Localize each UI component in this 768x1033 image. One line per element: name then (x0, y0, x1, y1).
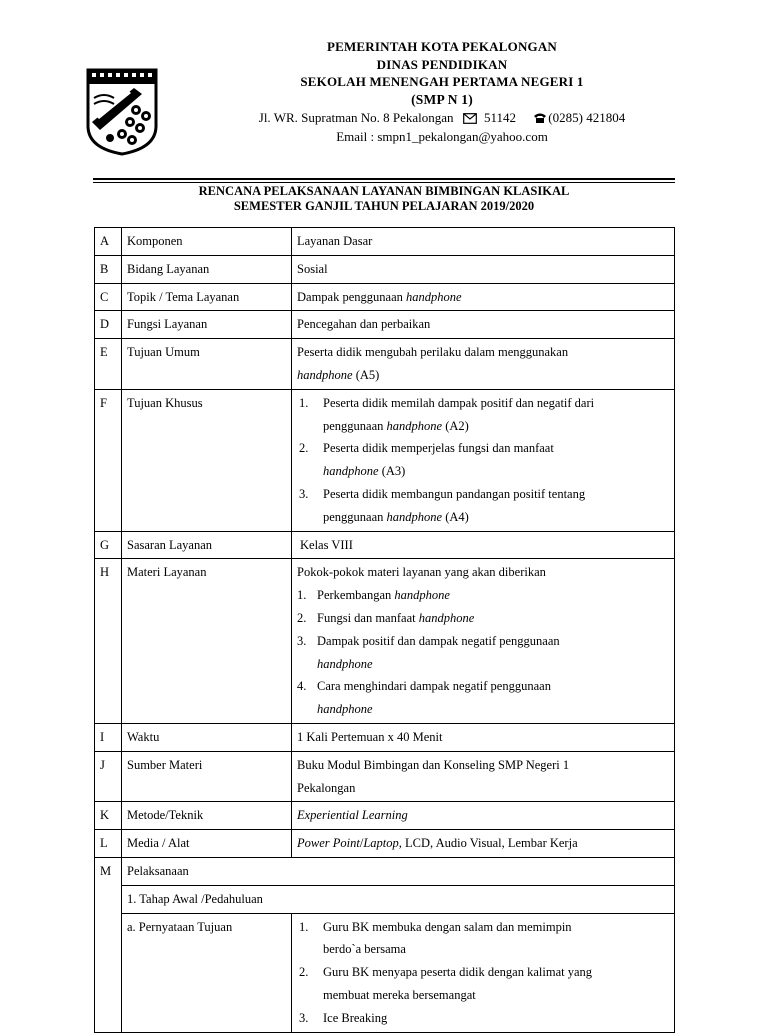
list-item: 2. Peserta didik memperjelas fungsi dan manfaat handphone (A3) (299, 441, 554, 479)
table-row (95, 339, 675, 390)
row-label: Fungsi Layanan (122, 311, 292, 339)
list-item: 1. Perkembangan handphone (297, 588, 450, 603)
row-value: Layanan Dasar (292, 228, 675, 256)
header-school-abbr: (SMP N 1) (411, 91, 473, 107)
list-item: 2. Fungsi dan manfaat handphone (297, 610, 475, 625)
header-government: PEMERINTAH KOTA PEKALONGAN (326, 39, 558, 54)
value-italic: handphone (406, 289, 462, 304)
header-rule-thick (93, 178, 675, 180)
row-label: Tujuan Khusus (122, 389, 292, 531)
row-letter: G (95, 531, 122, 559)
list-item: 1. Guru BK membuka dengan salam dan memimpin berdo`a bersama (299, 919, 572, 957)
row-label: Media / Alat (122, 830, 292, 858)
row-label: Materi Layanan (122, 559, 292, 724)
header-phone: (0285) 421804 (548, 110, 626, 125)
table-row (95, 857, 675, 885)
row-label: Pelaksanaan (122, 857, 675, 885)
table-row (95, 228, 675, 256)
row-label: Bidang Layanan (122, 255, 292, 283)
document-title (93, 184, 675, 213)
row-value (292, 283, 675, 311)
table-row (95, 885, 675, 913)
row-letter: K (95, 802, 122, 830)
list-item: 2. Guru BK menyapa peserta didik dengan kalimat yang membuat mereka bersemangat (299, 965, 593, 1002)
header-address-line (200, 108, 684, 127)
row-value (292, 339, 675, 390)
row-label: Metode/Teknik (122, 802, 292, 830)
row-value (292, 913, 675, 1032)
row-value (292, 802, 675, 830)
list-item: 1. Peserta didik memilah dampak positif dan negatif dari penggunaan handphone (A2) (299, 395, 595, 433)
title-line-1: RENCANA PELAKSANAAN LAYANAN BIMBINGAN KLASIKAL (198, 184, 570, 198)
table-row (95, 311, 675, 339)
row-letter: H (95, 559, 122, 724)
row-letter: J (95, 751, 122, 802)
list-item: 3. Ice Breaking (299, 1010, 388, 1025)
row-letter: A (95, 228, 122, 256)
materials-intro: Pokok-pokok materi layanan yang akan diberikan (297, 565, 546, 580)
envelope-icon (463, 113, 477, 124)
school-emblem-logo (84, 64, 160, 156)
table-row (95, 913, 675, 1032)
row-label: Tujuan Umum (122, 339, 292, 390)
row-label: Sasaran Layanan (122, 531, 292, 559)
row-value: Sosial (292, 255, 675, 283)
row-letter: I (95, 723, 122, 751)
value-italic: Power Point (297, 836, 360, 851)
value-text: , LCD, Audio Visual, Lembar Kerja (398, 836, 578, 851)
row-letter: L (95, 830, 122, 858)
value-text: Peserta didik mengubah perilaku dalam menggunakan (297, 345, 569, 360)
row-value (292, 751, 675, 802)
list-item: 3. Dampak positif dan dampak negatif penggunaan handphone (297, 633, 560, 671)
table-row (95, 830, 675, 858)
sub-label: a. Pernyataan Tujuan (122, 913, 292, 1032)
row-letter: B (95, 255, 122, 283)
value-text: / (359, 836, 364, 851)
value-text: Pekalongan (297, 780, 356, 795)
row-label: Topik / Tema Layanan (122, 283, 292, 311)
value-text: (A5) (352, 367, 380, 382)
row-value (292, 830, 675, 858)
objectives-list (297, 392, 669, 529)
header-rule-thin (93, 182, 675, 183)
row-letter: F (95, 389, 122, 531)
row-letter: C (95, 283, 122, 311)
materials-list (297, 584, 669, 721)
title-line-2: SEMESTER GANJIL TAHUN PELAJARAN 2019/2020 (233, 198, 535, 213)
header-address: Jl. WR. Supratman No. 8 Pekalongan (258, 110, 454, 125)
row-label: Waktu (122, 723, 292, 751)
row-letter: M (95, 857, 122, 1032)
row-value: 1 Kali Pertemuan x 40 Menit (292, 723, 675, 751)
value-text: Buku Modul Bimbingan dan Konseling SMP Negeri 1 (297, 757, 570, 772)
row-letter: E (95, 339, 122, 390)
header-department: DINAS PENDIDIKAN (376, 56, 508, 72)
value-italic: handphone (297, 367, 353, 382)
list-item: 3. Peserta didik membangun pandangan positif tentang penggunaan handphone (A4) (299, 486, 586, 524)
row-value (292, 389, 675, 531)
rpl-table (94, 227, 675, 1033)
row-value (292, 559, 675, 724)
table-row (95, 723, 675, 751)
header-school-name: SEKOLAH MENENGAH PERTAMA NEGERI 1 (300, 74, 584, 89)
row-value: Kelas VIII (292, 531, 675, 559)
value-italic: Laptop (363, 836, 399, 851)
header-email: Email : smpn1_pekalongan@yahoo.com (336, 129, 548, 144)
header-postal-code: 51142 (484, 110, 517, 125)
table-row (95, 559, 675, 724)
value-italic: Experiential Learning (297, 808, 408, 823)
table-row (95, 751, 675, 802)
table-row (95, 255, 675, 283)
value-text: Dampak penggunaan (297, 289, 406, 304)
table-row (95, 283, 675, 311)
row-label: Sumber Materi (122, 751, 292, 802)
steps-list (297, 916, 669, 1030)
row-value: Pencegahan dan perbaikan (292, 311, 675, 339)
table-row (95, 802, 675, 830)
row-label: Komponen (122, 228, 292, 256)
row-letter: D (95, 311, 122, 339)
list-item: 4. Cara menghindari dampak negatif penggunaan handphone (297, 679, 551, 717)
table-row (95, 389, 675, 531)
telephone-icon (533, 112, 547, 124)
stage-heading: 1. Tahap Awal /Pedahuluan (122, 885, 675, 913)
table-row (95, 531, 675, 559)
